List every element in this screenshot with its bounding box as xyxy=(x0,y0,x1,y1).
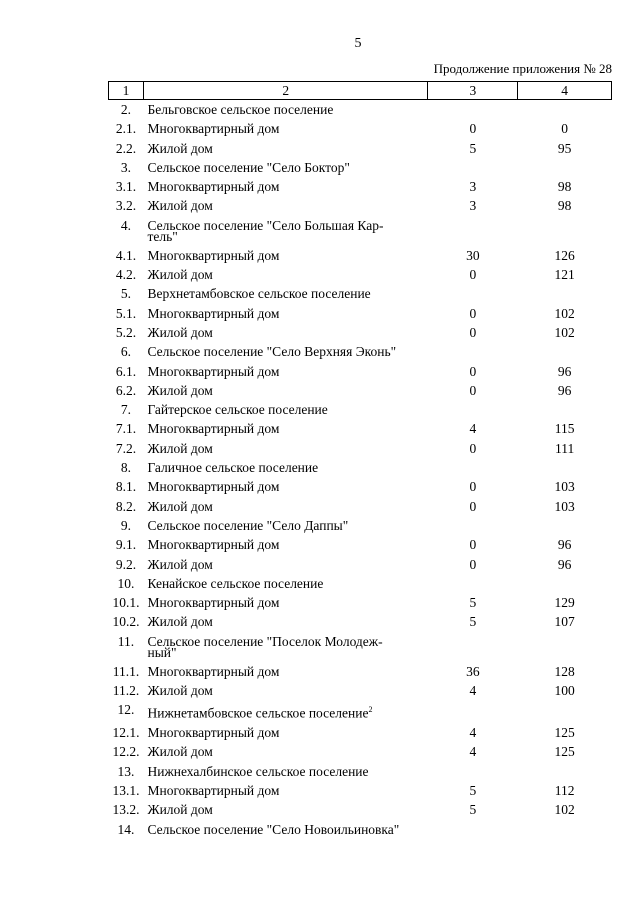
table-row xyxy=(109,662,612,681)
row-name xyxy=(143,304,427,323)
row-number: 6.2. xyxy=(115,382,137,398)
row-value-col4 xyxy=(518,216,612,246)
row-name xyxy=(143,158,427,177)
table-row xyxy=(109,304,612,323)
row-value-col4 xyxy=(518,820,612,839)
row-name xyxy=(143,139,427,158)
row-name xyxy=(143,100,427,120)
row-name xyxy=(143,458,427,477)
table-row xyxy=(109,216,612,246)
row-name-text: Многоквартирный дом xyxy=(147,479,280,495)
table-row xyxy=(109,516,612,535)
row-name xyxy=(143,555,427,574)
row-name-text: Сельское поселение "Село Новоильиновка" xyxy=(147,821,400,837)
row-value-col4: 102 xyxy=(554,324,575,340)
row-name xyxy=(143,381,427,400)
row-name xyxy=(143,177,427,196)
table-row xyxy=(109,762,612,781)
row-name-text: Нижнехалбинское сельское поселение xyxy=(147,763,369,779)
row-value-col4: 121 xyxy=(554,267,575,283)
table-row xyxy=(109,800,612,819)
row-value-col4 xyxy=(518,516,612,535)
row-number: 12.2. xyxy=(112,744,140,760)
table-row xyxy=(109,700,612,723)
row-name xyxy=(143,574,427,593)
row-value-col4 xyxy=(518,762,612,781)
table-row xyxy=(109,681,612,700)
row-name-text: Жилой дом xyxy=(147,198,213,214)
row-value-col3: 30 xyxy=(466,247,480,263)
row-name xyxy=(143,516,427,535)
row-name-text: Верхнетамбовское сельское поселение xyxy=(147,286,371,302)
row-name-text: Жилой дом xyxy=(147,498,213,514)
row-value-col3: 5 xyxy=(469,802,477,818)
column-header-2: 2 xyxy=(143,82,427,100)
row-value-col4: 98 xyxy=(557,198,572,214)
table-row xyxy=(109,400,612,419)
row-number: 7. xyxy=(120,402,132,418)
row-value-col3 xyxy=(428,574,518,593)
row-name-text: Жилой дом xyxy=(147,802,213,818)
row-value-col4: 100 xyxy=(554,683,575,699)
row-name xyxy=(143,700,427,723)
row-value-col4: 96 xyxy=(557,537,572,553)
column-header-1: 1 xyxy=(109,82,144,100)
row-name xyxy=(143,593,427,612)
row-value-col3: 0 xyxy=(469,479,477,495)
row-number: 3.1. xyxy=(115,179,137,195)
table-row xyxy=(109,458,612,477)
row-value-col3: 0 xyxy=(469,440,477,456)
row-name-text: Жилой дом xyxy=(147,440,213,456)
column-header-3: 3 xyxy=(428,82,518,100)
row-name xyxy=(143,662,427,681)
row-name xyxy=(143,246,427,265)
row-number: 11. xyxy=(117,633,135,649)
row-number: 2.1. xyxy=(115,121,137,137)
row-name-text: Многоквартирный дом xyxy=(147,725,280,741)
row-name xyxy=(143,477,427,496)
row-name-text: Многоквартирный дом xyxy=(147,179,280,195)
row-name xyxy=(143,632,427,662)
row-number: 9. xyxy=(120,517,132,533)
row-value-col3 xyxy=(428,700,518,723)
row-value-col4: 107 xyxy=(554,614,575,630)
data-table xyxy=(108,81,612,839)
row-name xyxy=(143,612,427,631)
table-row xyxy=(109,574,612,593)
row-number: 10. xyxy=(117,575,135,591)
column-header-4: 4 xyxy=(518,82,612,100)
row-value-col3 xyxy=(428,632,518,662)
row-name-text: Многоквартирный дом xyxy=(147,247,280,263)
row-value-col3 xyxy=(428,342,518,361)
row-name xyxy=(143,439,427,458)
row-name-text: Сельское поселение "Поселок Молодеж- ный" xyxy=(147,633,383,660)
row-value-col3 xyxy=(428,216,518,246)
row-value-col4: 125 xyxy=(554,744,575,760)
row-value-col3: 5 xyxy=(469,783,477,798)
table-row xyxy=(109,246,612,265)
row-number: 8. xyxy=(120,460,132,476)
row-name xyxy=(143,216,427,246)
row-value-col4: 128 xyxy=(554,663,575,679)
table-row xyxy=(109,323,612,342)
row-value-col3: 0 xyxy=(469,556,477,572)
table-row xyxy=(109,439,612,458)
table-row xyxy=(109,284,612,303)
row-value-col3 xyxy=(428,158,518,177)
row-number: 12.1. xyxy=(112,725,140,741)
row-value-col3: 5 xyxy=(469,140,477,156)
row-name-text: Многоквартирный дом xyxy=(147,595,280,611)
row-number: 4.1. xyxy=(115,247,137,263)
row-value-col4: 102 xyxy=(554,802,575,818)
table-row xyxy=(109,177,612,196)
row-name-text: Жилой дом xyxy=(147,324,213,340)
row-value-col4 xyxy=(518,458,612,477)
row-value-col4: 125 xyxy=(554,725,575,741)
row-value-col4: 96 xyxy=(557,556,572,572)
row-value-col3: 0 xyxy=(469,498,477,514)
row-number: 7.1. xyxy=(115,421,137,437)
row-name xyxy=(143,400,427,419)
table-row xyxy=(109,158,612,177)
row-name xyxy=(143,284,427,303)
row-name-text: Многоквартирный дом xyxy=(147,783,280,798)
row-name xyxy=(143,820,427,839)
row-number: 8.1. xyxy=(115,479,137,495)
table-row xyxy=(109,612,612,631)
row-number: 3.2. xyxy=(115,198,137,214)
table-row xyxy=(109,265,612,284)
row-name-text: Жилой дом xyxy=(147,744,213,760)
table-row xyxy=(109,477,612,496)
row-value-col3 xyxy=(428,516,518,535)
page-number: 5 xyxy=(354,36,362,51)
row-value-col4 xyxy=(518,700,612,723)
row-value-col3 xyxy=(428,458,518,477)
row-name xyxy=(143,323,427,342)
row-name-text: Многоквартирный дом xyxy=(147,663,280,679)
row-name-text: Жилой дом xyxy=(147,140,213,156)
row-value-col4: 102 xyxy=(554,305,575,321)
row-name-text: Многоквартирный дом xyxy=(147,305,280,321)
table-row xyxy=(109,535,612,554)
row-value-col4: 95 xyxy=(557,140,572,156)
row-value-col3: 4 xyxy=(469,683,477,699)
table-row xyxy=(109,139,612,158)
continuation-label: Продолжение приложения № 28 xyxy=(433,61,612,76)
row-value-col4 xyxy=(518,632,612,662)
row-value-col4: 111 xyxy=(554,440,575,456)
row-value-col3: 0 xyxy=(469,537,477,553)
row-number: 10.2. xyxy=(112,614,140,630)
table-row xyxy=(109,196,612,215)
row-name-text: Сельское поселение "Село Боктор" xyxy=(147,159,350,175)
row-value-col3: 5 xyxy=(469,595,477,611)
row-number: 3. xyxy=(120,159,132,175)
table-row xyxy=(109,593,612,612)
row-value-col4: 98 xyxy=(557,179,572,195)
row-number: 8.2. xyxy=(115,498,137,514)
row-name xyxy=(143,196,427,215)
row-value-col3 xyxy=(428,284,518,303)
row-number: 10.1. xyxy=(112,595,140,611)
row-name xyxy=(143,781,427,800)
row-name-text: Сельское поселение "Село Даппы" xyxy=(147,517,349,533)
row-number: 2. xyxy=(120,102,132,117)
row-name-text: Многоквартирный дом xyxy=(147,537,280,553)
row-value-col3: 5 xyxy=(469,614,477,630)
table-row xyxy=(109,781,612,800)
row-value-col4: 103 xyxy=(554,498,575,514)
row-value-col3: 3 xyxy=(469,198,477,214)
row-number: 9.2. xyxy=(115,556,137,572)
row-name-text: Жилой дом xyxy=(147,556,213,572)
row-number: 9.1. xyxy=(115,537,137,553)
table-row xyxy=(109,342,612,361)
footnote-marker: 2 xyxy=(368,705,373,715)
row-name-text: Жилой дом xyxy=(147,267,213,283)
row-number: 14. xyxy=(117,821,135,837)
table-row xyxy=(109,419,612,438)
row-value-col3 xyxy=(428,100,518,120)
row-number: 13.2. xyxy=(112,802,140,818)
row-value-col3: 0 xyxy=(469,382,477,398)
row-value-col3 xyxy=(428,820,518,839)
row-value-col3: 4 xyxy=(469,725,477,741)
row-name xyxy=(143,419,427,438)
row-value-col4: 112 xyxy=(554,783,575,798)
row-number: 2.2. xyxy=(115,140,137,156)
table-row xyxy=(109,555,612,574)
table-header xyxy=(109,82,612,100)
row-name xyxy=(143,265,427,284)
row-value-col4 xyxy=(518,400,612,419)
row-number: 4.2. xyxy=(115,267,137,283)
table-row xyxy=(109,820,612,839)
row-value-col3 xyxy=(428,400,518,419)
row-value-col4 xyxy=(518,158,612,177)
row-value-col3: 0 xyxy=(469,363,477,379)
table-row xyxy=(109,723,612,742)
row-name-text: Многоквартирный дом xyxy=(147,121,280,137)
row-value-col3: 0 xyxy=(469,267,477,283)
row-value-col4 xyxy=(518,284,612,303)
row-number: 5.2. xyxy=(115,324,137,340)
row-name-text: Гайтерское сельское поселение xyxy=(147,402,328,418)
row-value-col4 xyxy=(518,342,612,361)
row-value-col4: 96 xyxy=(557,382,572,398)
table-row xyxy=(109,742,612,761)
row-value-col3: 0 xyxy=(469,121,477,137)
row-name xyxy=(143,800,427,819)
row-name-text: Кенайское сельское поселение xyxy=(147,575,324,591)
row-name-text: Сельское поселение "Село Верхняя Эконь" xyxy=(147,344,397,360)
row-value-col4: 126 xyxy=(554,247,575,263)
row-value-col3: 0 xyxy=(469,305,477,321)
row-number: 5. xyxy=(120,286,132,302)
table-body xyxy=(109,100,612,839)
row-name-text: Жилой дом xyxy=(147,683,213,699)
row-name-text: Многоквартирный дом xyxy=(147,363,280,379)
table-row xyxy=(109,497,612,516)
row-value-col3: 4 xyxy=(469,421,477,437)
row-name-text: Многоквартирный дом xyxy=(147,421,280,437)
row-name-text: Жилой дом xyxy=(147,614,213,630)
row-number: 13.1. xyxy=(112,783,140,798)
row-number: 13. xyxy=(117,763,135,779)
row-name xyxy=(143,497,427,516)
row-name xyxy=(143,681,427,700)
row-number: 6.1. xyxy=(115,363,137,379)
row-name-text: Нижнетамбовское сельское поселение xyxy=(147,705,369,721)
table-row xyxy=(109,632,612,662)
table-row xyxy=(109,100,612,120)
row-name xyxy=(143,762,427,781)
row-number: 4. xyxy=(120,217,132,233)
row-value-col3: 4 xyxy=(469,744,477,760)
row-value-col4: 0 xyxy=(561,121,568,137)
table-row xyxy=(109,381,612,400)
row-value-col3: 36 xyxy=(466,663,480,679)
row-name xyxy=(143,119,427,138)
row-value-col4: 96 xyxy=(557,363,572,379)
row-name xyxy=(143,362,427,381)
row-value-col4: 129 xyxy=(554,595,575,611)
row-value-col3 xyxy=(428,762,518,781)
row-number: 6. xyxy=(120,344,132,360)
row-name-text: Жилой дом xyxy=(147,382,213,398)
row-value-col3: 0 xyxy=(469,324,477,340)
row-name xyxy=(143,535,427,554)
row-value-col4: 115 xyxy=(554,421,575,437)
row-value-col4 xyxy=(518,574,612,593)
row-value-col4 xyxy=(518,100,612,120)
row-name-text: Бельговское сельское поселение xyxy=(147,102,334,117)
row-number: 11.1. xyxy=(112,663,140,679)
row-number: 12. xyxy=(117,702,135,718)
table-row xyxy=(109,119,612,138)
row-name-text: Сельское поселение "Село Большая Кар- тель" xyxy=(147,217,384,244)
row-number: 11.2. xyxy=(112,683,140,699)
row-value-col4: 103 xyxy=(554,479,575,495)
table-row xyxy=(109,362,612,381)
row-name xyxy=(143,742,427,761)
row-number: 5.1. xyxy=(115,305,137,321)
row-name-text: Галичное сельское поселение xyxy=(147,460,319,476)
row-value-col3: 3 xyxy=(469,179,477,195)
row-name xyxy=(143,723,427,742)
row-number: 7.2. xyxy=(115,440,137,456)
row-name xyxy=(143,342,427,361)
